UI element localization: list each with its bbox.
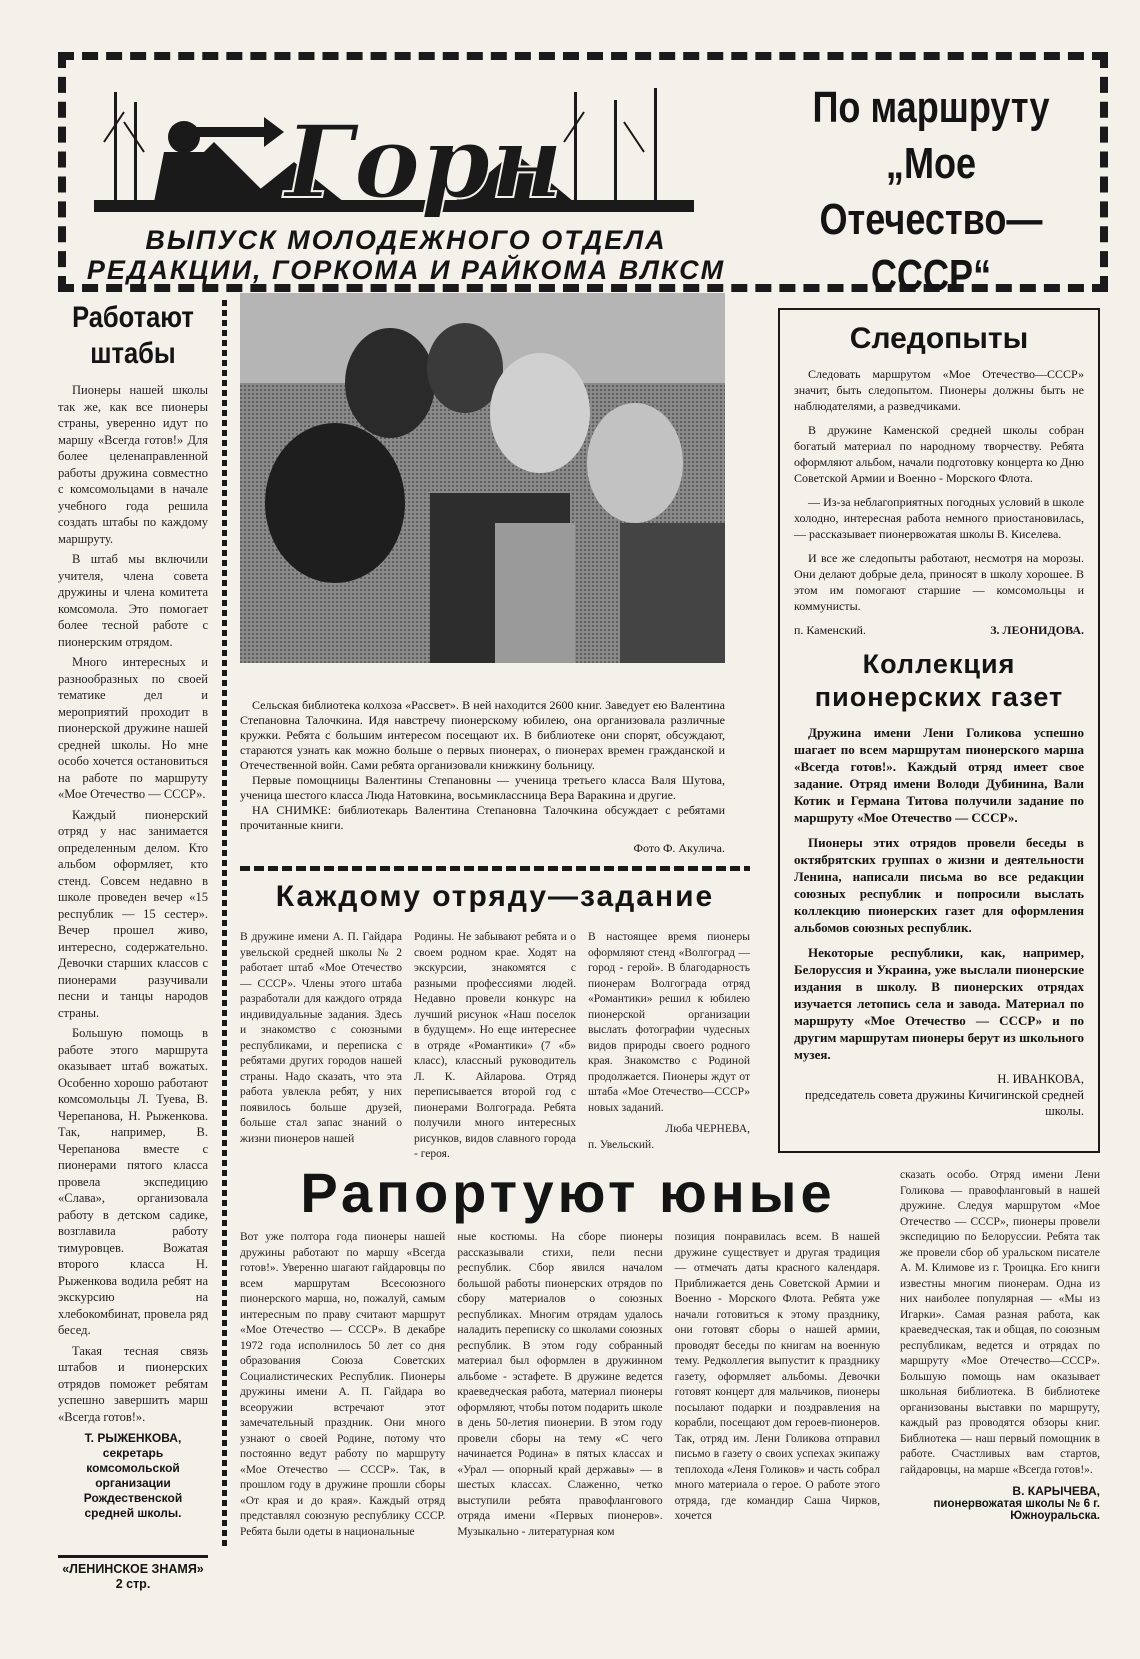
article-raportuyut-column: позиция понравилась всем. В нашей дружине существует и другая традиция — отмечать даты красного календаря. Приближается день Советской Армии и Военно - Морского Флота. Ребята уже начали готовиться к этому празднику, они готовят сборы о нашей армии, проводят беседы по книгам на военную тему. Редколлегия выпустит к празднику газету, оформляет альбомы. Девочки готовят концерт для мальчиков, пионеры посылают подарки и поздравления на корабли, посещают дом героев-пионеров. Так, отряд им. Лени Голикова отправил письмо в газету о своих успехах экипажу теплохода «Леня Голиков» и часть собрал много материала о герое. О работе этого отряда, где командир Саша Чирков, хочется bbox=[674, 1231, 880, 1522]
article-raportuyut-right-column bbox=[900, 1168, 1100, 1522]
article-sledopyty-signature bbox=[794, 622, 1084, 638]
article-zadanie-title: Каждому отряду—задание bbox=[275, 880, 715, 913]
masthead-subtitle-line2: РЕДАКЦИИ, ГОРКОМА И РАЙКОМА ВЛКСМ bbox=[86, 255, 726, 285]
caption-paragraph: Первые помощницы Валентины Степановны — ученица третьего класса Валя Шутова, ученица шестого класса Люда Натовкина, восьмиклассница Вера Варакина и другие. bbox=[240, 773, 725, 802]
masthead-subtitle bbox=[66, 225, 746, 285]
column-rule bbox=[222, 300, 227, 1550]
article-raportuyut-body bbox=[240, 1230, 880, 1540]
kollektsiya-title-line2: пионерских газет bbox=[814, 682, 1064, 712]
paragraph: Много интересных и разнообразных по своей тематике дел и мероприятий проходит в пионерской дружине нашей средней школы. Но мне особо хочется остановиться на работе по маршруту «Мое Отечество — СССР». bbox=[58, 655, 208, 801]
rubric-line2: „Мое Отечество— bbox=[819, 139, 1043, 244]
kollektsiya-signature-name: Н. ИВАНКОВА, bbox=[997, 1072, 1084, 1086]
article-sledopyty-title: Следопыты bbox=[849, 322, 1029, 355]
paragraph: Каждый пионерский отряд у нас занимается определенным делом. Кто альбом оформляет, кто стенд. Совсем недавно в школе проведен вечер «15 республик — 15 сестер». Вечер прошел живо, интересно, содержательно. Девочки старших классов с пионерами разучивали песни и танцы народов страны. bbox=[58, 807, 208, 1020]
newspaper-name: «ЛЕНИНСКОЕ ЗНАМЯ» bbox=[62, 1562, 204, 1576]
paragraph: И все же следопыты работают, несмотря на морозы. Они делают добрые дела, приносят в школу хорошее. В этом им помогают старшие — комсомольцы и коммунисты. bbox=[794, 551, 1084, 613]
paragraph: Пионеры этих отрядов провели беседы в октябрятских группах о жизни и деятельности Ленина, написали письма во все редакции союзных республик и попросили выслать коллекцию пионерских газет для оформления альбомов союзных республик. bbox=[794, 835, 1084, 935]
article-zadanie-column: Родины. Не забывают ребята и о своем родном крае. Ходят на экскурсии, знакомятся с разными профессиями людей. Недавно провели конкурс на лучший рисунок «Наш поселок в будущем». Но еще интереснее в отряде «Романтики» (7 «б» класс), классный руководитель Л. К. Айларова. Отряд переписывается второй год с пионерами Волгограда. Ребята получили много интересных рисунков, видов славного города - героя. bbox=[414, 931, 576, 1160]
article-zadanie-column-text: В настоящее время пионеры оформляют стенд «Волгоград — город - герой». В благодарность пионерам Волгограда отряд «Романтики» решил к юбилею пионерской организации выслать фотографии чудесных видов природы своего родного края. Знакомство с Родиной продолжается. Пионеры ждут от штаба «Мое Отечество—СССР» новых заданий. bbox=[588, 931, 750, 1114]
article-raportuyut-signature: В. КАРЫЧЕВА, bbox=[1012, 1484, 1100, 1498]
signature-name: Т. РЫЖЕНКОВА, bbox=[84, 1431, 182, 1445]
masthead bbox=[58, 52, 1108, 300]
rubric-line1: По маршруту bbox=[812, 83, 1050, 132]
section-separator bbox=[240, 866, 750, 871]
article-kollektsiya-body bbox=[794, 724, 1084, 1063]
paragraph: Следовать маршрутом «Мое Отечество—СССР» значит, быть следопытом. Пионеры должны быть не наблюдателями, а разведчиками. bbox=[794, 367, 1084, 413]
paragraph: Большую помощь в работе этого маршрута оказывает штаб вожатых. Особенно хорошо работают комсомольцы Л. Туева, В. Черепанова, Н. Рыженкова. Так, например, В. Черепанова вместе с пионерами пятого класса провела экспедицию «Слава», организовала работу в детском садике, возглавила работу тимуровцев. Вожатая второго класса Н. Рыженкова водила ребят на экскурсию на хлебокомбинат, провела ряд бесед. bbox=[58, 1026, 208, 1337]
library-photo bbox=[240, 293, 725, 663]
article-zadanie-signature: Люба ЧЕРНЕВА, bbox=[665, 1123, 750, 1135]
rubric-title bbox=[788, 80, 1075, 304]
signature-role: секретарь комсомольской организации Рождественской средней школы. bbox=[83, 1446, 183, 1520]
article-shtaby-body bbox=[58, 382, 208, 1425]
article-zadanie-column bbox=[588, 930, 750, 1163]
rubric-line3: СССР“ bbox=[870, 251, 992, 300]
page-number: 2 стр. bbox=[115, 1577, 151, 1591]
article-zadanie-body bbox=[240, 930, 750, 1163]
paragraph: Такая тесная связь штабов и пионерских отрядов поможет ребятам успешно завершить марш «Всегда готов!». bbox=[58, 1343, 208, 1424]
article-zadanie-place: п. Увельский. bbox=[588, 1138, 655, 1151]
paragraph: В штаб мы включили учителя, члена совета дружины и члена комитета комсомола. Это помогает более тесной работе с пионерским отрядом. bbox=[58, 552, 208, 649]
paragraph: В дружине Каменской средней школы собран богатый материал по народному творчеству. Ребята оформляют альбом, начали подготовку концерта ко Дню Советской Армии и Военно - Морского Флота. bbox=[794, 423, 1084, 485]
article-raportuyut-column: Вот уже полтора года пионеры нашей дружины работают по маршу «Всегда готов!». Уверенно шагают гайдаровцы по всем маршрутам Всесоюзного пионерского марша, но, пожалуй, самым интересным по праву считают маршрут «Мое Отечество — СССР». В декабре 1972 года исполнилось 50 лет со дня образования Союза Советских Социалистических Республик. Пионеры дружины имени А. П. Гайдара во всеоружии встречают этот замечательный праздник. Они много узнают о своей Родине, потому что постоянно ведут работу по маршруту «Мое Отечество — СССР». Так, в прошлом году в дружине прошли сборы «От края и до края». Каждый отряд представлял союзную республику СССР. Ребята были одеты в национальные bbox=[240, 1231, 446, 1538]
paragraph: Пионеры нашей школы так же, как все пионеры страны, уверенно идут по маршу «Всегда готов!» Для более целенаправленной работы дружина совместно с комсомольцами в начале учебного года решила создать штабы по каждому маршруту. bbox=[58, 383, 208, 546]
caption-paragraph: НА СНИМКЕ: библиотекарь Валентина Степановна Талочкина обсуждает с ребятами прочитанные книги. bbox=[240, 803, 725, 832]
article-zadanie-column: В дружине имени А. П. Гайдара увельской средней школы № 2 работает штаб «Мое Отечество — СССР». Члены этого штаба разработали для каждого отряда индивидуальные задания. Здесь и знакомство с союзными республиками, и переписка с ребятами других городов нашей страны. Надо сказать, что эта работа увлекла ребят, у них появилось больше друзей, больше стал запас знаний о жизни пионеров нашей bbox=[240, 931, 402, 1145]
article-shtaby-title-line1: Работают bbox=[72, 301, 194, 334]
article-sledopyty-body bbox=[780, 366, 1098, 1119]
article-shtaby-signature bbox=[58, 1431, 208, 1521]
article-shtaby-title bbox=[69, 300, 197, 372]
article-sledopyty-box bbox=[778, 308, 1100, 1153]
signature-name: З. ЛЕОНИДОВА. bbox=[990, 623, 1084, 637]
photo-credit: Фото Ф. Акулича. bbox=[633, 841, 725, 855]
article-kollektsiya-title bbox=[794, 648, 1084, 714]
masthead-subtitle-line1: ВЫПУСК МОЛОДЕЖНОГО ОТДЕЛА bbox=[145, 225, 667, 255]
signature-place: п. Каменский. bbox=[794, 623, 866, 637]
article-raportuyut-signature-role: пионервожатая школы № 6 г. Южноуральска. bbox=[933, 1498, 1100, 1522]
article-shtaby-title-line2: штабы bbox=[90, 337, 176, 370]
article-raportuyut-title: Рапортуют юные bbox=[300, 1161, 836, 1224]
kollektsiya-signature-role: председатель совета дружины Кичигинской средней школы. bbox=[805, 1088, 1084, 1118]
photo-caption bbox=[240, 698, 725, 856]
newspaper-footer bbox=[58, 1555, 208, 1592]
kollektsiya-title-line1: Коллекция bbox=[862, 649, 1016, 679]
paragraph: — Из-за неблагоприятных погодных условий в школе холодно, интересная работа немного приостановилась, — рассказывает пионервожатая школы В. Киселева. bbox=[794, 495, 1084, 541]
article-raportuyut-right-text: сказать особо. Отряд имени Лени Голикова — правофланговый в нашей дружине. Следуя маршрутом «Мое Отечество — СССР», пионеры провели экспедицию по Белоруссии. Ребята так же провели сбор об уральском писателе А. М. Климове из г. Троицка. Его книги известны многим пионерам. Одна из них наиболее популярная — «Мы из Игарки». Самая разная работа, как краеведческая, так и общая, по союзным республикам, ведется и отрядах по маршруту «Мое Отечество—СССР». Большую помощь нам оказывает школьная библиотека. В библиотеке организованы выставки по маршруту, каждый раз проводятся обзоры книг. Библиотека — наш первый помощник в работе. Счастливых вам стартов, гайдаровцы, на марше «Всегда готов!». bbox=[900, 1169, 1100, 1476]
caption-paragraph: Сельская библиотека колхоза «Рассвет». В ней находится 2600 книг. Заведует ею Валентина Степановна Талочкина. Идя навстречу пионерскому юбилею, она организовала различные кружки. Ребята с большим интересом посещают их. В библиотеке они спорят, обсуждают, стараются узнать как можно больше о первых пионерах, о пионерах времен гражданской и Отечественной войн. Сами ребята организовали книжкину больницу. bbox=[240, 698, 725, 772]
masthead-logo-text: Горн bbox=[284, 103, 564, 221]
article-raportuyut-column: ные костюмы. На сборе пионеры рассказывали стихи, пели песни республик. Сбор явился началом большой работы пионерских отрядов по сбору материалов о союзных республиках. Многим отрядам удалось наладить переписку со школами союзных республик. В этом году собранный материал был оформлен в дружинном альбоме - эстафете. В дружине ведется краеведческая работа, материал пионеры оформляют, чтобы потом подарить школе в день 50-летия пионерии. В этом году провели сборы на тему «С чего начинается Родина» в пятых классах и «Урал — опорный край державы» — в шестых классах. Слаженно, четко выступили ребята правофлангового отряда имени «Первых пионеров». Музыкально - литературная ком bbox=[457, 1231, 663, 1538]
paragraph: Некоторые республики, как, например, Белоруссия и Украина, уже выслали пионерские издания в школу. В пионерских отрядах изучается летопись села и завода. Материал по маршруту «Мое Отечество — СССР» и по другим маршрутам пионеры берут из школьного музея. bbox=[794, 945, 1084, 1062]
article-shtaby bbox=[58, 300, 208, 1521]
paragraph: Дружина имени Лени Голикова успешно шагает по всем маршрутам пионерского марша «Всегда готов!». Каждый отряд имеет свое задание. Отряд имени Володи Дубинина, Вали Котик и Германа Титова получили задание по маршруту «Мое Отечество — СССР». bbox=[794, 725, 1084, 825]
